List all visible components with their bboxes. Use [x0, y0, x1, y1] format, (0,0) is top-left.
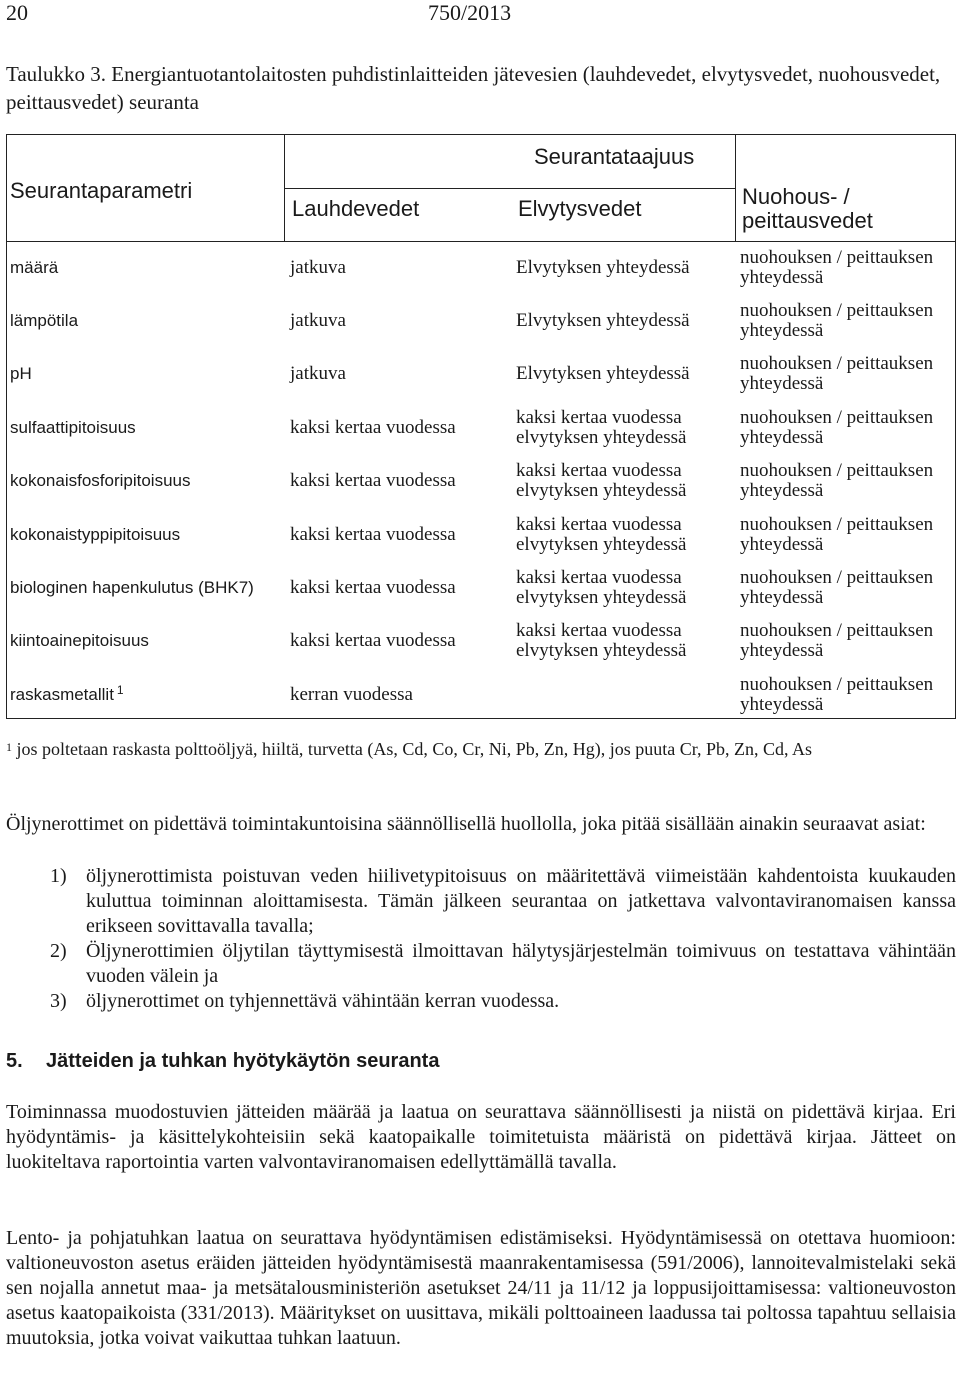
- cell-parameter-text: määrä: [10, 257, 59, 277]
- cell-parameter: [10, 561, 280, 614]
- cell-elvytysvedet-text: kaksi kertaa vuodessa elvytyksen yhteydessä: [516, 513, 687, 555]
- cell-parameter-text: raskasmetallit: [10, 684, 114, 704]
- cell-parameter-text: sulfaattipitoisuus: [10, 417, 136, 437]
- cell-nuohousvedet: [740, 508, 954, 561]
- cell-nuohousvedet-text: nuohouksen / peittauksen yhteydessä: [740, 246, 934, 288]
- cell-nuohousvedet-text: nuohouksen / peittauksen yhteydessä: [740, 299, 934, 341]
- cell-parameter: [10, 455, 280, 508]
- cell-nuohousvedet: [740, 561, 954, 614]
- cell-lauhdevedet: [290, 348, 510, 401]
- cell-elvytysvedet-text: kaksi kertaa vuodessa elvytyksen yhteydessä: [516, 460, 687, 502]
- cell-parameter-text: pH: [10, 364, 32, 384]
- monitoring-table: [6, 134, 956, 718]
- cell-nuohousvedet: [740, 401, 954, 454]
- cell-nuohousvedet-text: nuohouksen / peittauksen yhteydessä: [740, 620, 934, 662]
- list-item: [6, 864, 956, 939]
- table-footnote: [6, 738, 956, 760]
- intro-paragraph: Öljynerottimet on pidettävä toimintakuntoisina säännöllisellä huollolla, joka pitää sisällään ainakin seuraavat asiat:: [6, 813, 926, 835]
- cell-elvytysvedet: [516, 561, 736, 614]
- header-lauhdevedet: Lauhdevedet: [292, 196, 420, 221]
- cell-lauhdevedet: [290, 455, 510, 508]
- cell-lauhdevedet: [290, 668, 510, 721]
- cell-lauhdevedet: [290, 401, 510, 454]
- section-title-text: Jätteiden ja tuhkan hyötykäytön seuranta: [46, 1050, 440, 1072]
- table-caption-label: Taulukko 3.: [6, 62, 107, 86]
- cell-elvytysvedet: [516, 401, 736, 454]
- cell-lauhdevedet: [290, 561, 510, 614]
- table-row: [6, 241, 956, 294]
- cell-lauhdevedet-text: kerran vuodessa: [290, 683, 413, 705]
- header-nuohousvedet: Nuohous- / peittausvedet: [742, 184, 873, 233]
- table-row: [6, 401, 956, 454]
- header-parameter: Seurantaparametri: [10, 178, 193, 203]
- table-col-divider-2: [735, 134, 736, 241]
- table-group-rule: [284, 188, 735, 189]
- page-number: 20: [6, 0, 28, 25]
- cell-nuohousvedet: [740, 294, 954, 347]
- cell-nuohousvedet: [740, 348, 954, 401]
- cell-elvytysvedet-text: kaksi kertaa vuodessa elvytyksen yhteydessä: [516, 620, 687, 662]
- cell-elvytysvedet-text: Elvytyksen yhteydessä: [516, 363, 690, 385]
- cell-parameter: [10, 668, 280, 721]
- list-item-number: 1): [50, 865, 67, 887]
- cell-parameter-text: kiintoainepitoisuus: [10, 631, 149, 651]
- cell-elvytysvedet: [516, 668, 736, 721]
- cell-parameter-text: kokonaistyppipitoisuus: [10, 524, 181, 544]
- list-item: [6, 939, 956, 989]
- cell-nuohousvedet-text: nuohouksen / peittauksen yhteydessä: [740, 513, 934, 555]
- footnote-mark: 1: [6, 740, 12, 754]
- cell-nuohousvedet-text: nuohouksen / peittauksen yhteydessä: [740, 460, 934, 502]
- header-frequency-group: Seurantataajuus: [534, 144, 695, 169]
- cell-elvytysvedet: [516, 615, 736, 668]
- table-row: [6, 348, 956, 401]
- cell-nuohousvedet-text: nuohouksen / peittauksen yhteydessä: [740, 566, 934, 608]
- table-border-top: [6, 134, 956, 135]
- cell-lauhdevedet-text: kaksi kertaa vuodessa: [290, 470, 456, 492]
- header-elvytysvedet: Elvytysvedet: [518, 196, 642, 221]
- cell-lauhdevedet: [290, 615, 510, 668]
- cell-lauhdevedet-text: kaksi kertaa vuodessa: [290, 576, 456, 598]
- list-item-number: 3): [50, 990, 67, 1012]
- section-number: 5.: [6, 1050, 23, 1072]
- cell-nuohousvedet-text: nuohouksen / peittauksen yhteydessä: [740, 353, 934, 395]
- cell-elvytysvedet: [516, 348, 736, 401]
- cell-elvytysvedet: [516, 455, 736, 508]
- list-item: [6, 989, 956, 1014]
- cell-parameter: [10, 401, 280, 454]
- footnote-text: jos poltetaan raskasta polttoöljyä, hiiltä, turvetta (As, Cd, Co, Cr, Ni, Pb, Zn, Hg), jos puuta Cr, Pb, Zn, Cd, As: [16, 739, 812, 759]
- cell-parameter: [10, 294, 280, 347]
- cell-lauhdevedet: [290, 294, 510, 347]
- cell-parameter: [10, 348, 280, 401]
- list-item-text: öljynerottimista poistuvan veden hiilivetypitoisuus on määritettävä viimeistään kahdentoista kuukauden kuluttua toiminnan aloittamisesta. Tämän jälkeen seurantaa on jatkettava valvontaviranomaisen kanssa erikseen sovittavalla tavalla;: [86, 865, 956, 937]
- table-caption-text: Energiantuotantolaitosten puhdistinlaitteiden jätevesien (lauhdevedet, elvytysvedet, nuohousvedet, peittausvedet) seuranta: [6, 62, 941, 114]
- table-row: [6, 455, 956, 508]
- table-row: [6, 561, 956, 614]
- table-row: [6, 668, 956, 721]
- cell-parameter: [10, 241, 280, 294]
- table-row: [6, 508, 956, 561]
- cell-lauhdevedet-text: kaksi kertaa vuodessa: [290, 630, 456, 652]
- cell-parameter: [10, 615, 280, 668]
- cell-parameter-text: kokonaisfosforipitoisuus: [10, 471, 191, 491]
- cell-parameter: [10, 508, 280, 561]
- cell-lauhdevedet: [290, 508, 510, 561]
- param-footnote-mark: 1: [116, 683, 124, 698]
- list-item-text: öljynerottimet on tyhjennettävä vähintään kerran vuodessa.: [86, 990, 560, 1012]
- cell-lauhdevedet-text: jatkuva: [290, 256, 346, 278]
- cell-elvytysvedet-text: kaksi kertaa vuodessa elvytyksen yhteydessä: [516, 566, 687, 608]
- cell-nuohousvedet: [740, 241, 954, 294]
- section-heading: [6, 1050, 439, 1073]
- paragraph-waste: Toiminnassa muodostuvien jätteiden määrää ja laatua on seurattava säännöllisesti ja niistä on pidettävä kirjaa. Eri hyödyntämis- ja käsittelykohteisiin sekä kaatopaikalle toimitetuista määristä on pidettävä kirjaa. Jätteet on luokiteltava raportointia varten valvontaviranomaisen edellyttämällä tavalla.: [6, 1101, 956, 1173]
- cell-elvytysvedet-text: Elvytyksen yhteydessä: [516, 309, 690, 331]
- table-caption: [6, 60, 956, 116]
- cell-nuohousvedet: [740, 455, 954, 508]
- cell-lauhdevedet-text: kaksi kertaa vuodessa: [290, 523, 456, 545]
- cell-elvytysvedet-text: Elvytyksen yhteydessä: [516, 256, 690, 278]
- cell-nuohousvedet-text: nuohouksen / peittauksen yhteydessä: [740, 406, 934, 448]
- cell-elvytysvedet: [516, 508, 736, 561]
- cell-parameter-text: lämpötila: [10, 310, 79, 330]
- cell-elvytysvedet: [516, 241, 736, 294]
- cell-elvytysvedet: [516, 294, 736, 347]
- cell-lauhdevedet-text: jatkuva: [290, 309, 346, 331]
- table-row: [6, 615, 956, 668]
- cell-lauhdevedet-text: kaksi kertaa vuodessa: [290, 416, 456, 438]
- cell-elvytysvedet-text: kaksi kertaa vuodessa elvytyksen yhteydessä: [516, 406, 687, 448]
- cell-parameter-text: biologinen hapenkulutus (BHK7): [10, 577, 254, 597]
- table-row: [6, 294, 956, 347]
- document-reference: 750/2013: [428, 0, 512, 25]
- paragraph-ash: Lento- ja pohjatuhkan laatua on seurattava hyödyntämisen edistämiseksi. Hyödyntämisessä on otettava huomioon: valtioneuvoston asetus eräiden jätteiden hyödyntämisestä maanrakentamisessa (591/2006), lannoitevalmistelaki sekä sen nojalla annetut maa- ja metsätalousministeriön asetukset 24/11 ja 11/12 ja loppusijoittamisessa: valtioneuvoston asetus kaatopaikoista (331/2013). Määritykset on uusittava, mikäli polttoaineen laadussa tai poltossa tapahtuu sellaisia muutoksia, jotka voivat vaikuttaa tuhkan laatuun.: [6, 1227, 956, 1349]
- cell-lauhdevedet: [290, 241, 510, 294]
- cell-nuohousvedet: [740, 615, 954, 668]
- list-item-text: Öljynerottimien öljytilan täyttymisestä ilmoittavan hälytysjärjestelmän toimivuus on testattava vähintään vuoden välein ja: [86, 940, 956, 987]
- cell-nuohousvedet: [740, 668, 954, 721]
- cell-lauhdevedet-text: jatkuva: [290, 363, 346, 385]
- cell-nuohousvedet-text: nuohouksen / peittauksen yhteydessä: [740, 673, 934, 715]
- list-item-number: 2): [50, 940, 67, 962]
